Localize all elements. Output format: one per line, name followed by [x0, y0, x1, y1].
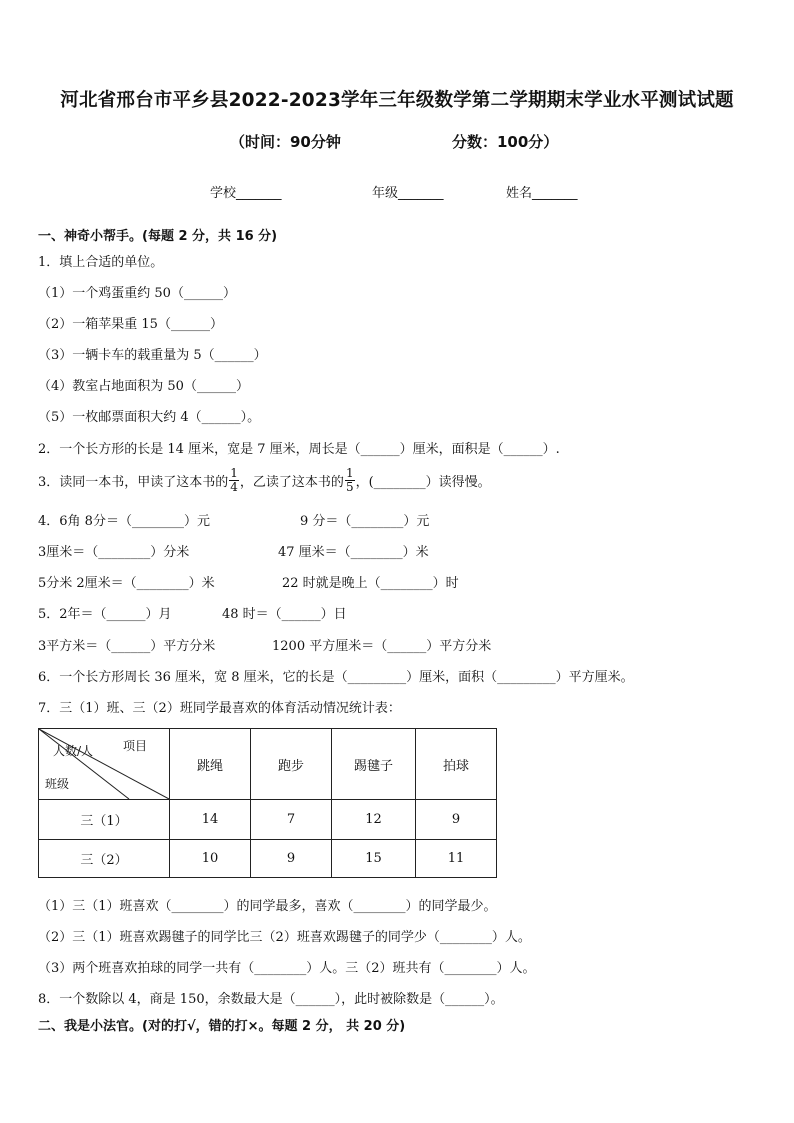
- question-3: [38, 462, 491, 498]
- fraction-denominator: 4: [230, 479, 238, 494]
- table-cell: 14: [170, 800, 251, 840]
- question-1-item: （4）教室占地面积为 50（______）: [38, 379, 249, 394]
- header-item-label: 项目: [123, 739, 148, 753]
- column-header: 拍球: [416, 729, 497, 800]
- question-2: 2．一个长方形的长是 14 厘米，宽是 7 厘米，周长是（______）厘米，面积是（______）.: [38, 442, 560, 457]
- question-1-item: （5）一枚邮票面积大约 4（______）。: [38, 410, 261, 425]
- row-label: 三（2）: [39, 840, 170, 878]
- question-1-item: （2）一箱苹果重 15（______）: [38, 317, 223, 332]
- question-7-item: （3）两个班喜欢拍球的同学一共有（________）人。三（2）班共有（________）人。: [38, 961, 536, 976]
- question-4-part: 9 分＝（________）元: [300, 514, 430, 529]
- table-cell: 12: [332, 800, 416, 840]
- question-5-part: 48 时＝（______）日: [222, 607, 347, 622]
- column-header: 跑步: [251, 729, 332, 800]
- table-cell: 10: [170, 840, 251, 878]
- fraction-numerator: 1: [345, 465, 354, 480]
- question-8: 8．一个数除以 4，商是 150，余数最大是（______），此时被除数是（______）。: [38, 992, 504, 1007]
- grade-field[interactable]: 年级_______: [372, 186, 444, 201]
- fraction-denominator: 5: [345, 479, 354, 494]
- exam-time: （时间：90分钟: [230, 133, 341, 151]
- column-header: 跳绳: [170, 729, 251, 800]
- question-5-part: 1200 平方厘米＝（______）平方分米: [272, 639, 492, 654]
- question-1-item: （1）一个鸡蛋重约 50（______）: [38, 286, 236, 301]
- table-cell: 9: [251, 840, 332, 878]
- fraction-one-fourth: [229, 467, 239, 494]
- table-cell: 9: [416, 800, 497, 840]
- question-7: 7．三（1）班、三（2）班同学最喜欢的体育活动情况统计表：: [38, 701, 401, 716]
- question-4-part: 3厘米＝（________）分米: [38, 545, 190, 560]
- question-7-item: （2）三（1）班喜欢踢毽子的同学比三（2）班喜欢踢毽子的同学少（________）人。: [38, 930, 531, 945]
- header-count-label: 人数/人: [53, 744, 94, 758]
- question-3-text-c: ，(________）读得慢。: [355, 474, 491, 490]
- exam-score: 分数：100分）: [452, 133, 559, 151]
- table-row: [39, 800, 497, 840]
- question-4-part: 5分米 2厘米＝（________）米: [38, 576, 215, 591]
- question-3-text-b: ，乙读了这本书的: [239, 474, 344, 490]
- table-cell: 11: [416, 840, 497, 878]
- question-6: 6．一个长方形周长 36 厘米，宽 8 厘米，它的长是（_________）厘米，面积（_________）平方厘米。: [38, 670, 634, 685]
- table-cell: 7: [251, 800, 332, 840]
- row-label: 三（1）: [39, 800, 170, 840]
- table-diagonal-header: [39, 729, 170, 800]
- question-4-part: 22 时就是晚上（________）时: [282, 576, 459, 591]
- school-field[interactable]: 学校_______: [210, 186, 282, 201]
- stats-table: [38, 728, 497, 878]
- fraction-one-fifth: [345, 467, 355, 494]
- section-2-heading: 二、我是小法官。(对的打√，错的打×。每题 2 分， 共 20 分): [38, 1019, 406, 1034]
- question-7-item: （1）三（1）班喜欢（________）的同学最多，喜欢（________）的同学最少。: [38, 899, 497, 914]
- question-3-text-a: 3．读同一本书，甲读了这本书的: [38, 474, 229, 490]
- section-1-heading: 一、神奇小帮手。(每题 2 分，共 16 分): [38, 229, 278, 244]
- question-5-part: 3平方米＝（______）平方分米: [38, 639, 216, 654]
- column-header: 踢毽子: [332, 729, 416, 800]
- table-header-row: [39, 729, 497, 800]
- table-cell: 15: [332, 840, 416, 878]
- question-1: 1．填上合适的单位。: [38, 255, 164, 270]
- question-1-item: （3）一辆卡车的载重量为 5（______）: [38, 348, 267, 363]
- header-class-label: 班级: [45, 777, 70, 791]
- table-row: [39, 840, 497, 878]
- question-4-part: 47 厘米＝（________）米: [278, 545, 429, 560]
- question-5-part: 5．2年＝（______）月: [38, 607, 172, 622]
- question-4-part: 4．6角 8分＝（________）元: [38, 514, 210, 529]
- page-title: 河北省邢台市平乡县2022-2023学年三年级数学第二学期期末学业水平测试试题: [60, 90, 734, 111]
- fraction-numerator: 1: [230, 465, 238, 480]
- name-field[interactable]: 姓名_______: [506, 186, 578, 201]
